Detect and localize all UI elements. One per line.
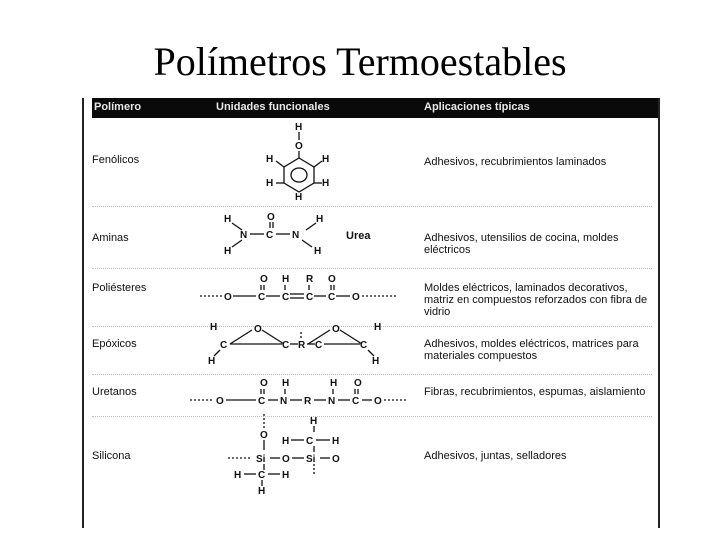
svg-text:C: C bbox=[306, 292, 314, 303]
svg-text:C: C bbox=[282, 292, 290, 303]
svg-text:O: O bbox=[295, 141, 303, 152]
polyester-structure bbox=[200, 272, 400, 308]
svg-text:C: C bbox=[258, 396, 266, 407]
svg-text:R: R bbox=[306, 274, 314, 285]
urea-label: Urea bbox=[346, 230, 371, 242]
row-polymer-silicona: Silicona bbox=[92, 450, 131, 462]
svg-text:H: H bbox=[295, 192, 303, 200]
svg-text:Si: Si bbox=[256, 454, 266, 465]
row-separator bbox=[92, 416, 652, 417]
svg-text:C: C bbox=[258, 470, 266, 481]
header-applications: Aplicaciones típicas bbox=[424, 101, 530, 113]
svg-text:H: H bbox=[322, 154, 330, 165]
svg-text:O: O bbox=[254, 324, 262, 335]
svg-text:H: H bbox=[295, 122, 303, 133]
row-app-silicona: Adhesivos, juntas, selladores bbox=[424, 450, 567, 462]
svg-text:N: N bbox=[292, 230, 300, 241]
svg-text:R: R bbox=[298, 340, 306, 351]
svg-text:C: C bbox=[282, 340, 290, 351]
svg-text:H: H bbox=[310, 416, 318, 427]
svg-text:H: H bbox=[282, 436, 290, 447]
row-polymer-poliesteres: Poliésteres bbox=[92, 282, 147, 294]
row-app-aminas: Adhesivos, utensilios de cocina, moldes eléctricos bbox=[424, 232, 619, 256]
header-functional-units: Unidades funcionales bbox=[216, 101, 330, 113]
row-polymer-epoxicos: Epóxicos bbox=[92, 338, 137, 350]
svg-text:O: O bbox=[328, 274, 336, 285]
row-separator bbox=[92, 206, 652, 207]
svg-text:O: O bbox=[260, 430, 268, 441]
row-app-fenolicos: Adhesivos, recubrimientos laminados bbox=[424, 156, 607, 168]
svg-text:H: H bbox=[372, 356, 380, 366]
svg-text:C: C bbox=[315, 340, 323, 351]
svg-text:C: C bbox=[258, 292, 266, 303]
svg-text:O: O bbox=[216, 396, 224, 407]
polymer-table bbox=[82, 98, 660, 528]
urea-structure bbox=[220, 210, 330, 258]
svg-text:H: H bbox=[224, 246, 232, 257]
svg-text:O: O bbox=[267, 212, 275, 223]
svg-text:H: H bbox=[330, 378, 338, 389]
svg-text:H: H bbox=[210, 322, 218, 333]
svg-text:H: H bbox=[266, 154, 274, 165]
table-header bbox=[92, 98, 658, 118]
phenol-structure bbox=[254, 120, 344, 200]
svg-text:C: C bbox=[306, 436, 314, 447]
svg-text:H: H bbox=[208, 356, 216, 366]
svg-text:C: C bbox=[220, 340, 228, 351]
svg-text:H: H bbox=[316, 214, 324, 225]
svg-text:H: H bbox=[322, 178, 330, 189]
svg-text:O: O bbox=[332, 454, 340, 465]
svg-text:H: H bbox=[258, 486, 266, 496]
svg-text:C: C bbox=[328, 292, 336, 303]
svg-text:H: H bbox=[282, 274, 290, 285]
row-polymer-uretanos: Uretanos bbox=[92, 386, 137, 398]
svg-text:H: H bbox=[224, 214, 232, 225]
svg-text:N: N bbox=[240, 230, 248, 241]
svg-text:O: O bbox=[282, 454, 290, 465]
row-separator bbox=[92, 268, 652, 269]
urethane-structure bbox=[190, 376, 410, 412]
svg-text:H: H bbox=[332, 436, 340, 447]
silicone-structure bbox=[218, 414, 358, 496]
svg-text:C: C bbox=[352, 396, 360, 407]
epoxy-structure bbox=[202, 320, 402, 366]
row-app-epoxicos: Adhesivos, moldes eléctricos, matrices para materiales compuestos bbox=[424, 338, 639, 362]
row-app-poliesteres: Moldes eléctricos, laminados decorativos, matriz en compuestos reforzados con fibra de vidrio bbox=[424, 282, 648, 318]
svg-text:N: N bbox=[328, 396, 336, 407]
svg-text:C: C bbox=[266, 230, 274, 241]
svg-text:C: C bbox=[360, 340, 368, 351]
svg-text:O: O bbox=[260, 378, 268, 389]
svg-text:H: H bbox=[374, 322, 382, 333]
svg-text:H: H bbox=[282, 378, 290, 389]
row-app-uretanos: Fibras, recubrimientos, espumas, aislamiento bbox=[424, 386, 646, 398]
svg-text:H: H bbox=[234, 470, 242, 481]
svg-text:H: H bbox=[314, 246, 322, 257]
row-polymer-fenolicos: Fenólicos bbox=[92, 154, 140, 166]
header-polymer: Polímero bbox=[94, 101, 142, 113]
row-polymer-aminas: Aminas bbox=[92, 232, 129, 244]
svg-text:Si: Si bbox=[306, 454, 316, 465]
svg-text:H: H bbox=[282, 470, 290, 481]
svg-text:O: O bbox=[332, 324, 340, 335]
svg-text:R: R bbox=[304, 396, 312, 407]
svg-text:N: N bbox=[280, 396, 288, 407]
svg-text:O: O bbox=[224, 292, 232, 303]
svg-text:O: O bbox=[260, 274, 268, 285]
slide-title: Polímetros Termoestables bbox=[153, 39, 567, 84]
svg-text:O: O bbox=[354, 378, 362, 389]
row-separator bbox=[92, 374, 652, 375]
svg-text:O: O bbox=[374, 396, 382, 407]
svg-text:H: H bbox=[266, 178, 274, 189]
svg-text:O: O bbox=[352, 292, 360, 303]
